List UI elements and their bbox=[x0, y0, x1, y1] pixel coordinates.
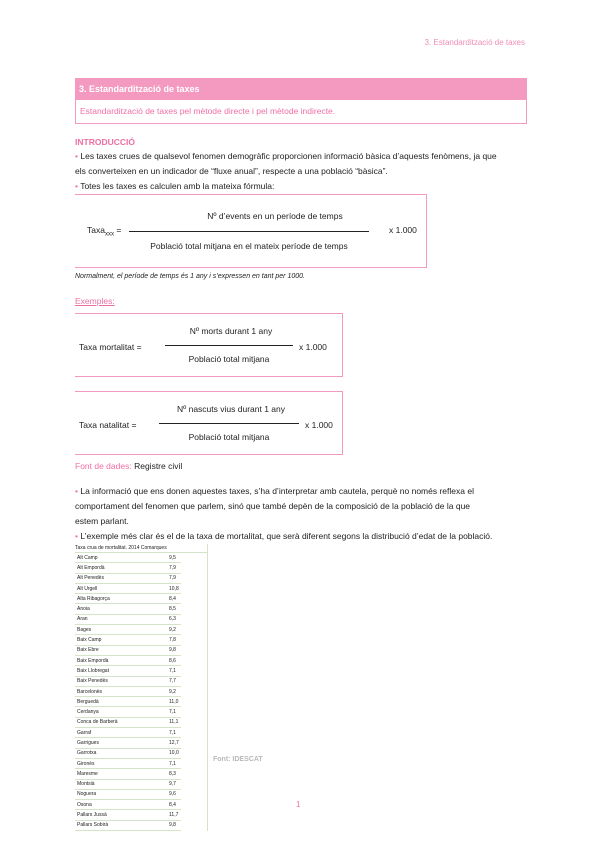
intro-bullet-1: Les taxes crues de qualsevol fenomen demogràfic proporcionen informació bàsica d’aquests fenòmens, ja que bbox=[80, 151, 497, 161]
region-name: Baix Ebre bbox=[75, 645, 157, 655]
region-name: Osona bbox=[75, 800, 157, 810]
intro-paragraph bbox=[75, 149, 527, 194]
region-name: Baix Camp bbox=[75, 635, 157, 645]
intro-bullet-2: Totes les taxes es calculen amb la mateixa fórmula: bbox=[80, 181, 275, 191]
mortality-rate: 7,1 bbox=[157, 758, 181, 768]
mortality-rate: 6,3 bbox=[157, 614, 181, 624]
table-row bbox=[75, 769, 181, 779]
table-row bbox=[75, 789, 181, 799]
table-row bbox=[75, 820, 181, 830]
table-row bbox=[75, 645, 181, 655]
mortality-rate: 8,5 bbox=[157, 604, 181, 614]
mortality-rate: 7,8 bbox=[157, 635, 181, 645]
table-row bbox=[75, 717, 181, 727]
mortality-rate: 8,6 bbox=[157, 655, 181, 665]
bullet-marker: • bbox=[75, 531, 78, 541]
table-row bbox=[75, 563, 181, 573]
mortality-rate: 7,1 bbox=[157, 666, 181, 676]
mortality-rate: 12,7 bbox=[157, 738, 181, 748]
natality-numerator: Nº nascuts vius durant 1 any bbox=[177, 404, 285, 414]
table-row bbox=[75, 748, 181, 758]
table-title: Taxa crua de mortalitat. 2014 Comarques bbox=[75, 544, 207, 553]
bullet-marker: • bbox=[75, 181, 78, 191]
figure-source: Font: IDESCAT bbox=[213, 756, 263, 763]
table-row bbox=[75, 728, 181, 738]
fraction-line bbox=[159, 423, 299, 424]
table-row bbox=[75, 697, 181, 707]
region-name: Pallars Sobirà bbox=[75, 820, 157, 830]
mortality-rate: 10,0 bbox=[157, 748, 181, 758]
region-name: Aran bbox=[75, 614, 157, 624]
table-body bbox=[75, 553, 181, 831]
region-name: Anoia bbox=[75, 604, 157, 614]
table-row bbox=[75, 614, 181, 624]
mortality-rate: 9,7 bbox=[157, 779, 181, 789]
bullet-marker: • bbox=[75, 486, 78, 496]
para2-line-2: comportament del fenomen que parlem, sinó que també depèn de la composició de la població de la que bbox=[75, 501, 471, 511]
mortality-denominator: Població total mitjana bbox=[188, 354, 270, 364]
table-row bbox=[75, 686, 181, 696]
fraction-line bbox=[129, 231, 369, 232]
table-row bbox=[75, 666, 181, 676]
mortality-rate: 8,4 bbox=[157, 800, 181, 810]
table-row bbox=[75, 625, 181, 635]
interpretation-paragraph bbox=[75, 484, 527, 544]
table-row bbox=[75, 655, 181, 665]
formula-label: Taxa$_{xxx}$ = bbox=[87, 225, 122, 238]
table-row bbox=[75, 635, 181, 645]
region-name: Barcelonès bbox=[75, 686, 157, 696]
natality-label: Taxa natalitat = bbox=[79, 420, 137, 430]
page-number: 1 bbox=[296, 800, 301, 809]
region-name: Baix Llobregat bbox=[75, 666, 157, 676]
region-name: Alt Urgell bbox=[75, 583, 157, 593]
region-name: Berguedà bbox=[75, 697, 157, 707]
table-row bbox=[75, 779, 181, 789]
region-name: Baix Empordà bbox=[75, 655, 157, 665]
general-formula-box bbox=[75, 194, 427, 268]
para2-line-1: La informació que ens donen aquestes taxes, s’ha d’interpretar amb cautela, perquè no només reflexa el bbox=[80, 486, 474, 496]
region-name: Alt Camp bbox=[75, 553, 157, 563]
region-name: Alt Empordà bbox=[75, 563, 157, 573]
section-title: 3. Estandardització de taxes bbox=[75, 78, 527, 100]
region-name: Garrotxa bbox=[75, 748, 157, 758]
intro-bullet-1-cont: els converteixen en un indicador de “fluxe anual”, respecte a una població “bàsica”. bbox=[75, 166, 388, 176]
mortality-rate: 7,9 bbox=[157, 563, 181, 573]
region-name: Baix Penedès bbox=[75, 676, 157, 686]
region-name: Alta Ribagorça bbox=[75, 594, 157, 604]
mortality-label: Taxa mortalitat = bbox=[79, 342, 142, 352]
table-row bbox=[75, 738, 181, 748]
section-subtitle: Estandardització de taxes pel mètode directe i pel mètode indirecte. bbox=[75, 100, 527, 124]
table-row bbox=[75, 758, 181, 768]
mortality-rate: 9,8 bbox=[157, 820, 181, 830]
para2-line-4: L’exemple més clar és el de la taxa de mortalitat, que serà diferent segons la distribució d’edat de la població. bbox=[80, 531, 493, 541]
bullet-marker: • bbox=[75, 151, 78, 161]
table-row bbox=[75, 707, 181, 717]
region-name: Montsià bbox=[75, 779, 157, 789]
mortality-rate: 10,8 bbox=[157, 583, 181, 593]
region-name: Garrigues bbox=[75, 738, 157, 748]
mortality-numerator: Nº morts durant 1 any bbox=[189, 326, 273, 336]
region-name: Cerdanya bbox=[75, 707, 157, 717]
region-name: Alt Penedès bbox=[75, 573, 157, 583]
table-row bbox=[75, 594, 181, 604]
examples-heading: Exemples: bbox=[75, 296, 115, 306]
mortality-table bbox=[75, 544, 208, 831]
mortality-rate: 7,7 bbox=[157, 676, 181, 686]
mortality-rate: 11,1 bbox=[157, 717, 181, 727]
region-name: Noguera bbox=[75, 789, 157, 799]
fraction-line bbox=[165, 345, 293, 346]
table-row bbox=[75, 810, 181, 820]
table-row bbox=[75, 573, 181, 583]
region-name: Maresme bbox=[75, 769, 157, 779]
mortality-rate: 11,0 bbox=[157, 697, 181, 707]
data-source-line bbox=[75, 461, 182, 471]
data-source-label: Font de dades: bbox=[75, 461, 132, 471]
mortality-rate: 7,9 bbox=[157, 573, 181, 583]
mortality-rate: 11,7 bbox=[157, 810, 181, 820]
mortality-rate: 9,6 bbox=[157, 789, 181, 799]
region-name: Conca de Barberà bbox=[75, 717, 157, 727]
table-row bbox=[75, 604, 181, 614]
natality-formula-box bbox=[75, 391, 343, 455]
table-row bbox=[75, 583, 181, 593]
formula-numerator: Nº d’events en un període de temps bbox=[207, 211, 343, 221]
mortality-rate: 8,4 bbox=[157, 594, 181, 604]
mortality-rate: 9,2 bbox=[157, 686, 181, 696]
mortality-rate: 9,5 bbox=[157, 553, 181, 563]
note-text: Normalment, el període de temps és 1 any i s’expressen en tant per 1000. bbox=[75, 273, 305, 280]
region-name: Bages bbox=[75, 625, 157, 635]
region-name: Pallars Jussà bbox=[75, 810, 157, 820]
mortality-rate: 9,2 bbox=[157, 625, 181, 635]
formula-multiplier: x 1.000 bbox=[389, 225, 417, 235]
table-row bbox=[75, 553, 181, 563]
natality-denominator: Població total mitjana bbox=[188, 432, 270, 442]
region-name: Gironès bbox=[75, 758, 157, 768]
mortality-rate: 7,1 bbox=[157, 728, 181, 738]
table-row bbox=[75, 800, 181, 810]
mortality-rate: 7,1 bbox=[157, 707, 181, 717]
mortality-formula-box bbox=[75, 313, 343, 377]
para2-line-3: estem parlant. bbox=[75, 516, 129, 526]
region-name: Garraf bbox=[75, 728, 157, 738]
mortality-rate: 9,8 bbox=[157, 645, 181, 655]
intro-heading: INTRODUCCIÓ bbox=[75, 137, 135, 147]
natality-multiplier: x 1.000 bbox=[305, 420, 333, 430]
mortality-rate: 8,3 bbox=[157, 769, 181, 779]
table-row bbox=[75, 676, 181, 686]
formula-denominator: Població total mitjana en el mateix període de temps bbox=[150, 241, 348, 251]
mortality-multiplier: x 1.000 bbox=[299, 342, 327, 352]
running-header: 3. Estandardització de taxes bbox=[424, 38, 525, 47]
data-source-value: Registre civil bbox=[134, 461, 183, 471]
